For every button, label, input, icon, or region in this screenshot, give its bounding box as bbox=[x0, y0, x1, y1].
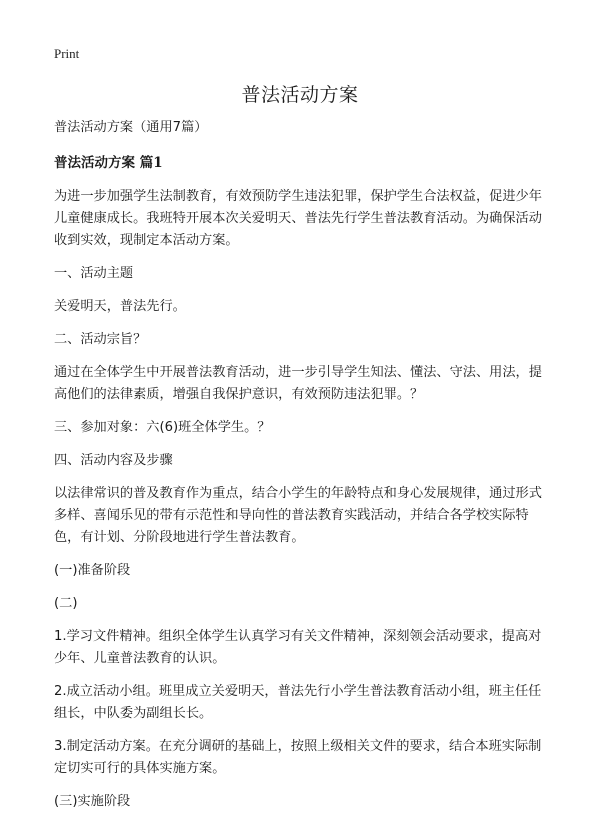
heading-sub-two: (二) bbox=[54, 596, 78, 611]
list-item: 1.学习文件精神。组织全体学生认真学习有关文件精神，深刻领会活动要求，提高对少年、儿童普法教育的认识。 bbox=[54, 629, 542, 666]
list-item: 3.制定活动方案。在充分调研的基础上，按照上级相关文件的要求，结合本班实际制定切实可行的具体实施方案。 bbox=[54, 739, 542, 776]
heading-content-steps: 四、活动内容及步骤 bbox=[54, 453, 173, 468]
paragraph-content: 以法律常识的普及教育作为重点，结合小学生的年龄特点和身心发展规律，通过形式多样、喜闻乐见的带有示范性和导向性的普法教育实践活动，并结合各学校实际特色，有计划、分阶段地进行学生普法教育。 bbox=[54, 486, 542, 545]
page-title: 普法活动方案 bbox=[241, 84, 359, 106]
document-body bbox=[54, 117, 546, 824]
heading-implementation: (三)实施阶段 bbox=[54, 794, 131, 809]
paragraph-theme: 关爱明天，普法先行。 bbox=[54, 299, 186, 314]
paragraph-intro: 为进一步加强学生法制教育，有效预防学生违法犯罪，保护学生合法权益，促进少年儿童健康成长。我班特开展本次关爱明天、普法先行学生普法教育活动。为确保活动收到实效，现制定本活动方案。 bbox=[54, 189, 542, 248]
heading-preparation: (一)准备阶段 bbox=[54, 563, 131, 578]
heading-theme: 一、活动主题 bbox=[54, 266, 134, 281]
paragraph-purpose: 通过在全体学生中开展普法教育活动，进一步引导学生知法、懂法、守法、用法，提高他们的法律素质，增强自我保护意识，有效预防违法犯罪。？ bbox=[54, 365, 542, 402]
section-heading: 普法活动方案 篇1 bbox=[54, 155, 163, 171]
document-subtitle: 普法活动方案（通用7篇） bbox=[54, 120, 208, 135]
print-link[interactable]: Print bbox=[54, 46, 80, 61]
paragraph-participants: 三、参加对象：六(6)班全体学生。？ bbox=[54, 420, 271, 435]
heading-purpose: 二、活动宗旨？ bbox=[54, 332, 147, 347]
list-item: 2.成立活动小组。班里成立关爱明天，普法先行小学生普法教育活动小组，班主任任组长，中队委为副组长长。 bbox=[54, 684, 542, 721]
